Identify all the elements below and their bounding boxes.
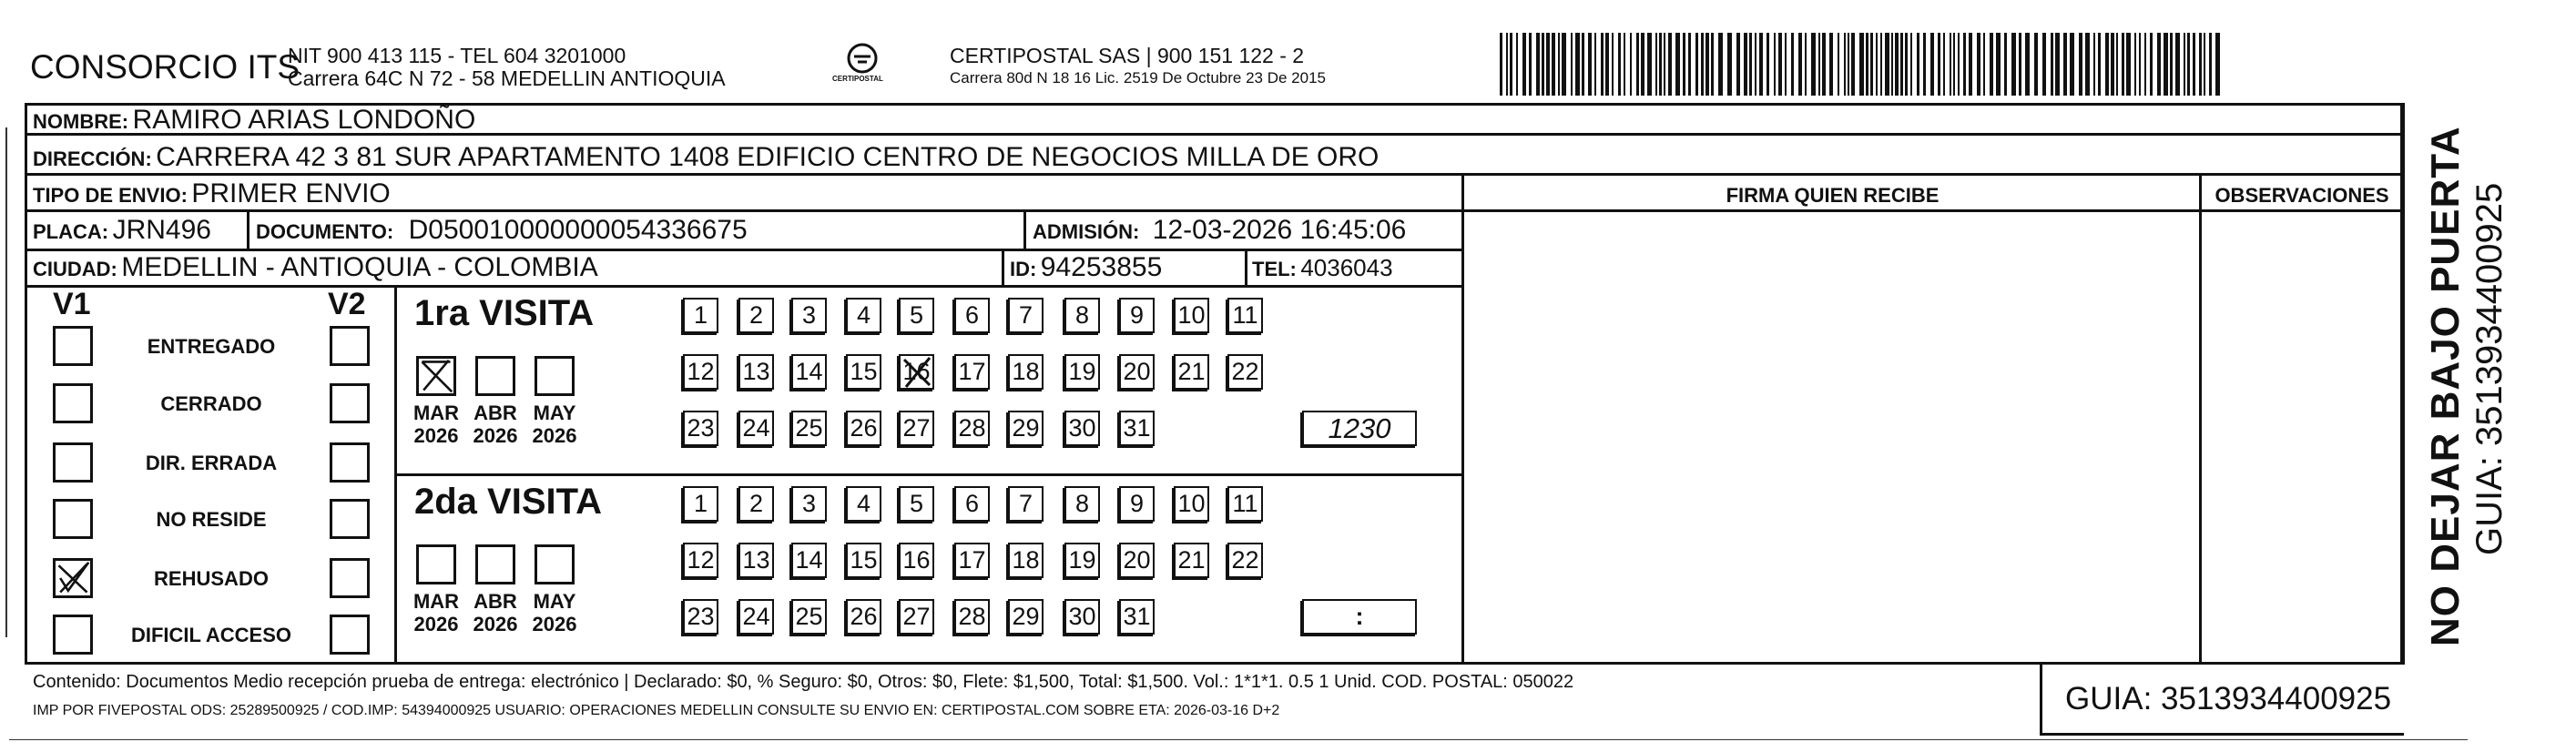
carrier-name: CERTIPOSTAL SAS | 900 151 122 - 2 [950,44,1305,67]
documento-field [256,215,748,246]
ciudad-field [33,252,598,283]
day-box[interactable]: 26 [846,411,881,446]
day-box[interactable]: 8 [1064,298,1100,333]
tel-label: TEL: [1252,258,1297,280]
day-box[interactable]: 5 [899,486,934,522]
scan-edge-left [5,127,7,637]
day-box[interactable]: 27 [899,599,934,635]
id-value: 94253855 [1040,252,1163,282]
tipo-field [33,178,391,209]
certipostal-logo [830,40,894,95]
month-checkbox[interactable] [416,544,456,584]
v2-checkbox[interactable] [330,326,370,366]
month-name: MAY [533,401,576,424]
day-box[interactable]: 6 [954,486,990,522]
month-year: 2026 [473,424,518,447]
id-field [1010,252,1162,283]
day-box[interactable]: 31 [1119,411,1155,446]
day-box[interactable]: 12 [683,354,718,390]
month-label [526,590,583,635]
day-box[interactable]: 10 [1174,486,1209,522]
month-label [408,590,464,635]
day-box[interactable]: 11 [1227,486,1263,522]
day-box[interactable]: 21 [1174,543,1209,578]
day-box[interactable]: 15 [846,543,881,578]
day-box[interactable]: 20 [1119,354,1155,390]
admision-label: ADMISIÓN: [1033,220,1140,243]
day-box[interactable]: 3 [791,486,827,522]
status-label: DIFICIL ACCESO [130,624,291,646]
day-box[interactable]: 22 [1227,354,1263,390]
day-box[interactable]: 10 [1174,298,1209,333]
day-box[interactable]: 18 [1008,543,1044,578]
day-box[interactable]: 16 [899,543,934,578]
v1-checkbox[interactable] [53,558,93,598]
observaciones-header: OBSERVACIONES [2215,184,2389,207]
sender-name: CONSORCIO ITS [30,48,300,86]
direccion-value: CARRERA 42 3 81 SUR APARTAMENTO 1408 EDIFICIO CENTRO DE NEGOCIOS MILLA DE ORO [156,142,1380,172]
day-box[interactable]: 14 [791,543,827,578]
day-box[interactable]: 30 [1064,411,1100,446]
no-dejar-warning: NO DEJAR BAJO PUERTA [2423,126,2468,646]
status-label: REHUSADO [154,567,269,590]
day-box[interactable]: 16 [899,354,934,390]
admision-field [1033,215,1406,246]
v2-checkbox[interactable] [330,615,370,655]
v1-checkbox[interactable] [53,326,93,366]
day-box[interactable]: 1 [683,486,718,522]
day-box[interactable]: 29 [1008,599,1044,635]
day-box[interactable]: 24 [738,599,774,635]
nombre-value: RAMIRO ARIAS LONDOÑO [132,105,476,135]
day-box[interactable]: 12 [683,543,718,578]
tel-value: 4036043 [1300,254,1393,281]
ciudad-label: CIUDAD: [33,258,117,280]
day-box[interactable]: 25 [791,411,827,446]
tipo-value: PRIMER ENVIO [191,178,391,208]
v1-checkbox[interactable] [53,442,93,483]
month-year: 2026 [413,613,459,635]
month-label [467,401,524,447]
month-checkbox[interactable] [475,544,515,584]
day-box[interactable]: 4 [846,298,881,333]
nombre-field [33,105,475,136]
tipo-label: TIPO DE ENVIO: [33,184,188,207]
v2-checkbox[interactable] [330,558,370,598]
v1-checkbox[interactable] [53,615,93,655]
day-box[interactable]: 9 [1119,486,1155,522]
v2-checkbox[interactable] [330,442,370,483]
month-name: ABR [473,401,517,424]
day-box[interactable]: 17 [954,543,990,578]
visit-time-box[interactable]: 1230 [1302,411,1417,446]
day-box[interactable]: 20 [1119,543,1155,578]
day-box[interactable]: 13 [738,543,774,578]
day-box[interactable]: 31 [1119,599,1155,635]
footer-guia-box: GUIA: 3513934400925 [2065,681,2392,716]
id-label: ID: [1010,258,1037,280]
status-label: NO RESIDE [156,508,267,531]
day-box[interactable]: 6 [954,298,990,333]
day-box[interactable]: 25 [791,599,827,635]
day-box[interactable]: 15 [846,354,881,390]
day-box[interactable]: 9 [1119,298,1155,333]
month-name: ABR [473,590,517,613]
month-checkbox[interactable] [475,356,515,396]
logo-caption: CERTIPOSTAL [832,75,883,83]
day-box[interactable]: 23 [683,599,718,635]
visit-time-box[interactable]: : [1302,599,1417,635]
side-text-column [2422,118,2550,646]
v1-checkbox[interactable] [53,383,93,423]
day-box[interactable]: 8 [1064,486,1100,522]
footer-impresion: IMP POR FIVEPOSTAL ODS: 25289500925 / COD.IMP: 54394000925 USUARIO: OPERACIONES MEDELLIN CONSULTE SU ENVIO EN: CERTIPOSTAL.COM SOBRE ETA: 2026-03-16 D+2 [33,703,1280,718]
month-year: 2026 [473,613,518,635]
documento-value: D050010000000054336675 [408,215,748,245]
placa-value: JRN496 [112,215,211,245]
side-guia: GUIA: 3513934400925 [2469,182,2510,555]
day-box[interactable]: 22 [1227,543,1263,578]
month-name: MAR [412,401,460,424]
barcode-icon [1500,33,2222,96]
month-checkbox[interactable] [416,356,456,396]
firma-header: FIRMA QUIEN RECIBE [1726,184,1940,207]
tel-field [1252,254,1393,282]
day-box[interactable]: 26 [846,599,881,635]
day-box[interactable]: 29 [1008,411,1044,446]
month-year: 2026 [532,424,577,447]
visit-title: 2da VISITA [414,482,602,522]
month-label [467,590,524,635]
footer-contenido: Contenido: Documentos Medio recepción prueba de entrega: electrónico | Declarado: $0, % Seguro: $0, Otros: $0, Flete: $1,500, Total: $1,500. Vol.: 1*1*1. 0.5 1 Unid. COD. POSTAL: 050022 [33,672,1574,692]
day-box[interactable]: 28 [954,599,990,635]
day-box[interactable]: 11 [1227,298,1263,333]
day-box[interactable]: 5 [899,298,934,333]
day-box[interactable]: 19 [1064,354,1100,390]
sender-address: Carrera 64C N 72 - 58 MEDELLIN ANTIOQUIA [288,66,726,90]
admision-value: 12-03-2026 16:45:06 [1152,215,1407,245]
day-box[interactable]: 1 [683,298,718,333]
day-box[interactable]: 28 [954,411,990,446]
day-box[interactable]: 18 [1008,354,1044,390]
day-box[interactable]: 23 [683,411,718,446]
v1-label: V1 [53,287,91,321]
status-label: CERRADO [160,392,262,415]
day-box[interactable]: 3 [791,298,827,333]
day-box[interactable]: 30 [1064,599,1100,635]
day-box[interactable]: 21 [1174,354,1209,390]
day-box[interactable]: 27 [899,411,934,446]
scan-edge-bottom [9,739,2468,740]
month-checkbox[interactable] [535,356,575,396]
v2-checkbox[interactable] [330,499,370,539]
day-box[interactable]: 14 [791,354,827,390]
visit-title: 1ra VISITA [414,293,595,333]
day-box[interactable]: 19 [1064,543,1100,578]
month-label [408,401,464,447]
day-box[interactable]: 24 [738,411,774,446]
v2-label: V2 [328,287,366,321]
direccion-label: DIRECCIÓN: [33,147,152,170]
nombre-label: NOMBRE: [33,110,129,133]
day-mark-icon [899,354,934,390]
month-label [526,401,583,447]
direccion-field [33,142,1379,173]
placa-label: PLACA: [33,220,109,243]
v1-checkbox[interactable] [53,499,93,539]
placa-field [33,215,211,246]
sender-nit: NIT 900 413 115 - TEL 604 3201000 [288,44,626,67]
day-box[interactable]: 13 [738,354,774,390]
ciudad-value: MEDELLIN - ANTIOQUIA - COLOMBIA [121,252,598,282]
month-name: MAR [412,590,460,613]
month-checkbox[interactable] [535,544,575,584]
month-name: MAY [533,590,576,613]
day-box[interactable]: 4 [846,486,881,522]
documento-label: DOCUMENTO: [256,220,394,243]
day-box[interactable]: 7 [1008,298,1044,333]
v2-checkbox[interactable] [330,383,370,423]
status-label: DIR. ERRADA [145,452,278,474]
day-box[interactable]: 2 [738,486,774,522]
month-year: 2026 [413,424,459,447]
day-box[interactable]: 17 [954,354,990,390]
day-box[interactable]: 7 [1008,486,1044,522]
carrier-address: Carrera 80d N 18 16 Lic. 2519 De Octubre 23 De 2015 [950,69,1326,86]
status-label: ENTREGADO [147,335,276,358]
month-year: 2026 [532,613,577,635]
day-box[interactable]: 2 [738,298,774,333]
